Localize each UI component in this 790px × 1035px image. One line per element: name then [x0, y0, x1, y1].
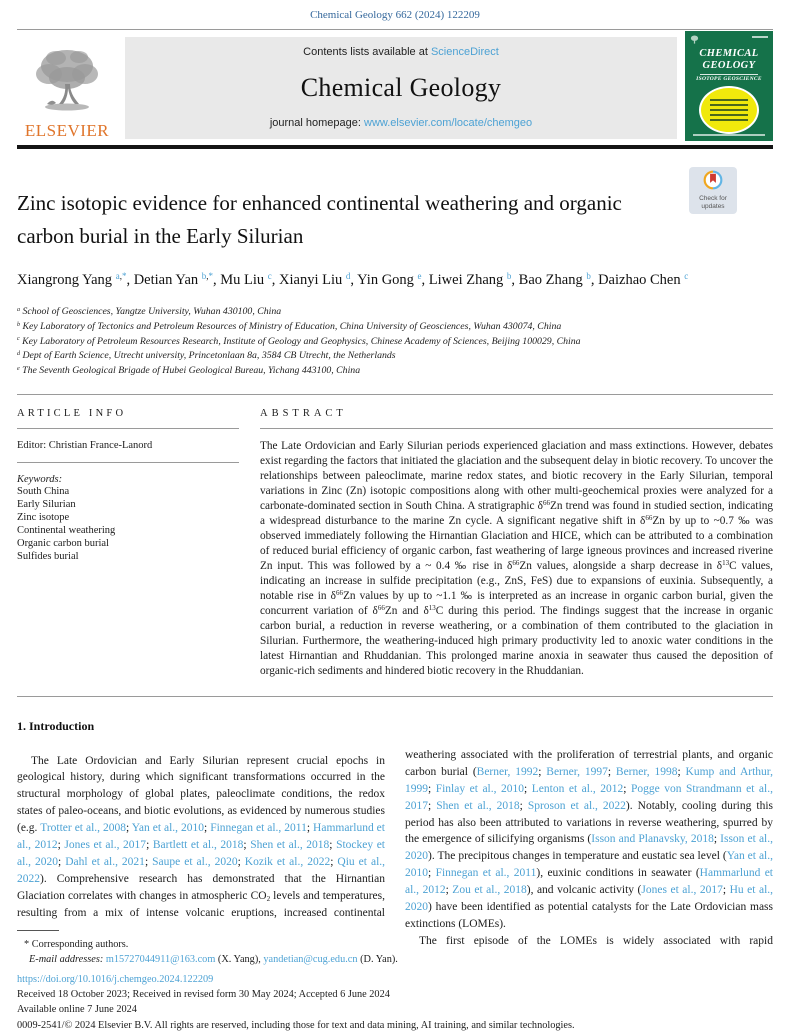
cover-divider	[700, 74, 758, 75]
inline-link[interactable]: c	[684, 271, 689, 282]
inline-link[interactable]: Hammarlund et al., 2012	[17, 822, 385, 852]
inline-link[interactable]: e	[417, 271, 422, 282]
article-info-heading: ARTICLE INFO	[17, 407, 127, 419]
masthead-black-bar	[17, 145, 773, 149]
inline-link[interactable]: d	[345, 271, 351, 282]
keyword: Continental weathering	[17, 525, 116, 537]
intro-paragraph-2: The first episode of the LOMEs is widely associated with rapid	[419, 934, 773, 947]
crossmark-label-line2: updates	[701, 202, 725, 210]
affiliation-b: $^b$ Key Laboratory of Tectonics and Petroleum Resources of Ministry of Education, China University of Geosciences, Wuhan 430074, China	[17, 320, 562, 332]
email-addresses-line: E-mail addresses: m15727044911@163.com (X. Yang), yandetian@cug.edu.cn (D. Yan).	[29, 953, 398, 965]
abstract-heading: ABSTRACT	[260, 407, 347, 419]
inline-link[interactable]: Finnegan et al., 2011	[435, 867, 537, 880]
article-body	[17, 718, 773, 950]
article-info-column	[17, 408, 239, 679]
inline-link[interactable]: yandetian@cug.edu.cn	[263, 953, 358, 965]
homepage-line	[270, 117, 532, 129]
affiliation-e: $^e$ The Seventh Geological Brigade of Hubei Geological Bureau, Yichang 443100, China	[17, 365, 361, 377]
author-list: Xiangrong Yang $^{a,*}$, Detian Yan $^{b,*}$, Mu Liu $^c$, Xianyi Liu $^d$, Yin Gong $^e$, Liwei Zhang $^b$, Bao Zhang $^b$, Daizhao Chen $^c$	[17, 271, 689, 289]
cover-tree-icon	[690, 35, 699, 45]
keywords-rule	[17, 462, 239, 463]
elsevier-tree-icon	[29, 44, 105, 120]
header-divider	[17, 29, 773, 30]
inline-link[interactable]: Finnegan et al., 2011	[210, 822, 307, 835]
inline-link[interactable]: Qiu et al., 2022	[17, 855, 386, 885]
abstract-bottom-divider	[17, 696, 773, 697]
article-info-rule	[17, 428, 239, 429]
keyword: Organic carbon burial	[17, 538, 109, 550]
inline-link[interactable]: Trotter et al., 2008	[40, 822, 126, 835]
inline-link[interactable]: Isson and Planavsky, 2018	[591, 833, 714, 846]
homepage-prefix: journal homepage:	[269, 117, 365, 129]
abstract-text: The Late Ordovician and Early Silurian periods experienced glaciation and mass extinctions. However, debates exist regarding the factors that initiated the glaciation and the subsequent delay in biotic recovery. To uncover the relationships between paleoclimate, marine redox states, and biotic recovery in the Early Silurian, temporal variations in Zinc (Zn) isotopic compositions along with other multi-geochemical proxies were analyzed for a carbonate-dominated section in South China. A stratigraphic $\delta^{66}Zn$ trend was found in studied section, indicating a widespread disturbance to the marine Zn cycle. A significant negative shift in $\delta^{66}Zn$ by up to ~0.7 ‰ was observed immediately following the Hirnantian Glaciation and HICE, which can be attributed to a combination of reduced burial efficiency of organic carbon, fast weathering of large igneous provinces and increased riverine Zn input. This was followed by a ~ 0.4 ‰ rise in $\delta^{66}Zn$ values, alongside a sharp decrease in $\delta^{13}C$ values, indicating an increase in sulfide precipitation (e.g., ZnS, FeS) due to expansions of euxinia. Subsequently, a notable rise in $\delta^{66}Zn$ values by up to ~1.1 ‰ is interpreted as an increase in organic carbon burial, given the concurrent variation of $\delta^{66}Zn$ and $\delta^{13}C$ during this period. The findings suggest that the increase in organic carbon burial, a reduction in reverse weathering, or a combination of them contributed to the glaciation in Silurian. Furthermore, the weathering-induced high primary productivity led to anoxic water conditions in the latest Hirnantian and Rhuddanian. This prolonged marine anoxia in seawater thus caused the deposition of organic-rich sediments and hindered biotic recovery in the Rhuddanian.	[260, 439, 774, 677]
body-column-right	[405, 718, 773, 950]
abstract-rule	[260, 428, 773, 429]
inline-link[interactable]: Shen et al., 2018	[436, 799, 520, 812]
editor-line: Editor: Christian France-Lanord	[17, 439, 153, 451]
inline-link[interactable]: Shen et al., 2018	[250, 839, 330, 852]
inline-link[interactable]: *	[121, 271, 127, 282]
inline-link[interactable]: Yan et al., 2010	[131, 822, 205, 835]
inline-link[interactable]: b	[201, 271, 207, 282]
inline-link[interactable]: Kozik et al., 2022	[244, 855, 331, 868]
sciencedirect-link[interactable]: ScienceDirect	[430, 46, 499, 58]
cover-footer-text	[693, 134, 765, 136]
inline-link[interactable]: Dahl et al., 2021	[65, 855, 145, 868]
inline-link[interactable]: m15727044911@163.com	[105, 953, 216, 965]
journal-cover-thumbnail[interactable]	[685, 31, 773, 141]
inline-link[interactable]: Pogge von Strandmann et al., 2017	[405, 782, 773, 812]
introduction-heading: 1. Introduction	[17, 718, 95, 733]
inline-link[interactable]: Kump and Arthur, 1999	[405, 765, 774, 795]
inline-link[interactable]: Berner, 1992	[476, 765, 539, 778]
elsevier-logo[interactable]	[17, 35, 117, 141]
contents-line	[303, 46, 499, 58]
keyword: South China	[17, 485, 70, 497]
inline-link[interactable]: c	[267, 271, 272, 282]
inline-link[interactable]: b	[506, 271, 512, 282]
footnote-block	[17, 930, 773, 968]
inline-link[interactable]: Sproson et al., 2022	[527, 799, 626, 812]
doi-link[interactable]: https://doi.org/10.1016/j.chemgeo.2024.122209	[17, 974, 214, 985]
inline-link[interactable]: Isson et al., 2020	[405, 833, 773, 863]
keywords-label: Keywords:	[17, 473, 63, 485]
inline-link[interactable]: Jones et al., 2017	[641, 884, 723, 897]
footnote-rule	[17, 930, 59, 931]
keyword: Sulfides burial	[17, 551, 79, 563]
inline-link[interactable]: Finlay et al., 2010	[435, 782, 525, 795]
affiliations	[17, 305, 773, 378]
crossmark-icon	[703, 170, 723, 190]
abstract-column	[260, 408, 773, 679]
check-for-updates-badge[interactable]	[689, 167, 737, 214]
inline-link[interactable]: Jones et al., 2017	[64, 839, 147, 852]
inline-link[interactable]: Berner, 1997	[546, 765, 608, 778]
intro-paragraph-1-cont: weathering associated with the proliferation of terrestrial plants, and organic carbon burial (Berner, 1992; Berner, 1997; Berner, 1998; Kump and Arthur, 1999; Finlay et al., 2010; Lenton et al., 2012; Pogge von Strandmann et al., 2017; Shen et al., 2018; Sproson et al., 2022). Notably, cooling during this period has also been attributed to variations in reverse weathering, spurred by the emergence of silicifying organisms (Isson and Planavsky, 2018; Isson et al., 2020). The precipitous changes in temperature and eustatic sea level (Yan et al., 2010; Finnegan et al., 2011), euxinic conditions in seawater (Hammarlund et al., 2012; Zou et al., 2018), and volcanic activity (Jones et al., 2017; Hu et al., 2020) have been identified as potential catalysts for the Late Ordovician mass extinctions (LOMEs).	[405, 748, 774, 930]
cover-subtitle: ISOTOPE GEOSCIENCE	[696, 75, 762, 82]
affiliation-c: $^c$ Key Laboratory of Petroleum Resources Research, Institute of Geology and Geophysics, Chinese Academy of Sciences, Beijing 100029, China	[17, 335, 581, 347]
article-footer	[17, 973, 773, 1034]
contents-prefix: Contents lists available at	[303, 46, 431, 58]
intro-paragraph-1: The Late Ordovician and Early Silurian represent crucial epochs in geological history, during which significant transformations occurred in the structural morphology of global plates, paleoclimate conditions, the redox states of paleo-oceans, and biotic evolutions, as evidenced by numerous studies (e.g. Trotter et al., 2008; Yan et al., 2010; Finnegan et al., 2011; Hammarlund et al., 2012; Jones et al., 2017; Bartlett et al., 2018; Shen et al., 2018; Stockey et al., 2020; Dahl et al., 2021; Saupe et al., 2020; Kozik et al., 2022; Qiu et al., 2022). Comprehensive research has demonstrated that the Hirnantian Glaciation correlates with changes in atmospheric CO2 levels and temperatures, resulting from a mix of intense volcanic eruptions, increased continental	[17, 754, 386, 919]
keyword: Zinc isotope	[17, 511, 70, 523]
inline-link[interactable]: Zou et al., 2018	[452, 884, 527, 897]
inline-link[interactable]: Berner, 1998	[615, 765, 678, 778]
journal-masthead	[17, 35, 773, 141]
inline-link[interactable]: Hammarlund et al., 2012	[405, 867, 773, 897]
cover-title-line2: GEOLOGY	[702, 59, 756, 71]
journal-title: Chemical Geology	[300, 72, 502, 102]
section-divider	[17, 394, 773, 395]
cover-issue-text	[752, 36, 768, 38]
inline-link[interactable]: a	[115, 271, 120, 282]
affiliation-a: $^a$ School of Geosciences, Yangtze University, Wuhan 430100, China	[17, 306, 282, 318]
page-header-citation: Chemical Geology 662 (2024) 122209	[310, 9, 480, 21]
cover-contents-oval	[699, 86, 759, 134]
available-online: Available online 7 June 2024	[17, 1004, 137, 1016]
crossmark-label	[691, 195, 735, 211]
inline-link[interactable]: b	[586, 271, 591, 282]
inline-link[interactable]: Lenton et al., 2012	[531, 782, 624, 795]
elsevier-wordmark: ELSEVIER	[24, 121, 110, 140]
journal-homepage-link[interactable]: www.elsevier.com/locate/chemgeo	[364, 117, 533, 129]
journal-banner	[125, 37, 677, 139]
cover-title	[685, 48, 773, 72]
inline-link[interactable]: Saupe et al., 2020	[152, 855, 238, 868]
cover-title-line1: CHEMICAL	[699, 48, 759, 59]
inline-link[interactable]: Stockey et al., 2020	[17, 839, 386, 868]
affiliation-d: $^d$ Dept of Earth Science, Utrecht university, Princetonlaan 8a, 3584 CB Utrecht, the Netherlands	[17, 350, 396, 362]
inline-link[interactable]: Bartlett et al., 2018	[152, 839, 244, 852]
inline-link[interactable]: Yan et al., 2010	[405, 850, 773, 880]
corresponding-authors-note: * Corresponding authors.	[24, 939, 129, 950]
received-dates: Received 18 October 2023; Received in revised form 30 May 2024; Accepted 6 June 2024	[17, 989, 390, 1001]
crossmark-label-line1: Check for	[699, 195, 727, 202]
body-column-left	[17, 718, 385, 950]
copyright-line: 0009-2541/© 2024 Elsevier B.V. All rights are reserved, including those for text and data mining, AI training, and similar technologies.	[17, 1019, 575, 1031]
inline-link[interactable]: *	[208, 271, 214, 282]
article-title: Zinc isotopic evidence for enhanced continental weathering and organic carbon burial in the Early Silurian	[17, 191, 622, 248]
inline-link[interactable]: Hu et al., 2020	[405, 884, 774, 913]
keyword: Early Silurian	[17, 498, 76, 510]
